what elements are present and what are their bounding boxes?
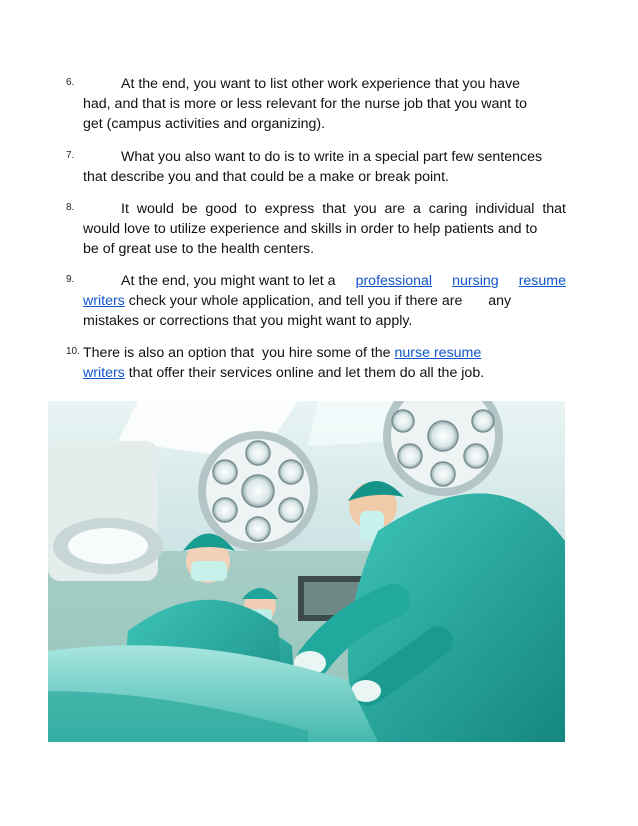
item-text-line [66, 343, 566, 363]
item-text-line: had, and that is more or less relevant for the nurse job that you want to [83, 96, 528, 112]
link-nursing[interactable]: nursing [452, 273, 499, 289]
item-text: There is also an option that you hire some of the [83, 345, 391, 361]
link-writers[interactable]: writers [83, 293, 125, 309]
list-item-10 [66, 343, 566, 383]
item-text-line [66, 363, 566, 383]
item-text: any [488, 293, 512, 309]
item-text-line: mistakes or corrections that you might want to apply. [83, 313, 413, 329]
item-number: 6. [66, 77, 75, 88]
surgery-photo-svg [48, 401, 565, 742]
item-text: that offer their services online and let them do all the job. [128, 365, 485, 381]
link-writers-2[interactable]: writers [83, 365, 125, 381]
link-resume[interactable]: resume [518, 273, 566, 289]
surgery-photo [48, 401, 565, 742]
list-item-8 [66, 199, 566, 259]
item-text-line: would love to utilize experience and skills in order to help patients and to [83, 221, 538, 237]
item-number: 9. [66, 274, 75, 285]
link-nurse-resume[interactable]: nurse resume [394, 345, 482, 361]
list-item-9 [66, 271, 566, 331]
item-text-line [66, 291, 566, 311]
item-text-line: At the end, you want to list other work experience that you have [121, 76, 521, 92]
list-item-6 [66, 74, 566, 134]
item-number: 8. [66, 202, 75, 213]
item-text-line: It would be good to express that you are a caring individual that [121, 201, 566, 217]
link-professional[interactable]: professional [355, 273, 433, 289]
item-text: At the end, you might want to let a [121, 273, 336, 289]
item-text-line: What you also want to do is to write in a special part few sentences [121, 149, 543, 165]
item-text-line: get (campus activities and organizing). [83, 116, 326, 132]
item-number: 10. [66, 346, 80, 357]
item-text: check your whole application, and tell you if there are [128, 293, 463, 309]
list-item-7 [66, 147, 566, 187]
item-text-line [66, 271, 566, 291]
item-text-line: be of great use to the health centers. [83, 241, 315, 257]
item-text-line: that describe you and that could be a make or break point. [83, 169, 449, 185]
item-number: 7. [66, 150, 75, 161]
